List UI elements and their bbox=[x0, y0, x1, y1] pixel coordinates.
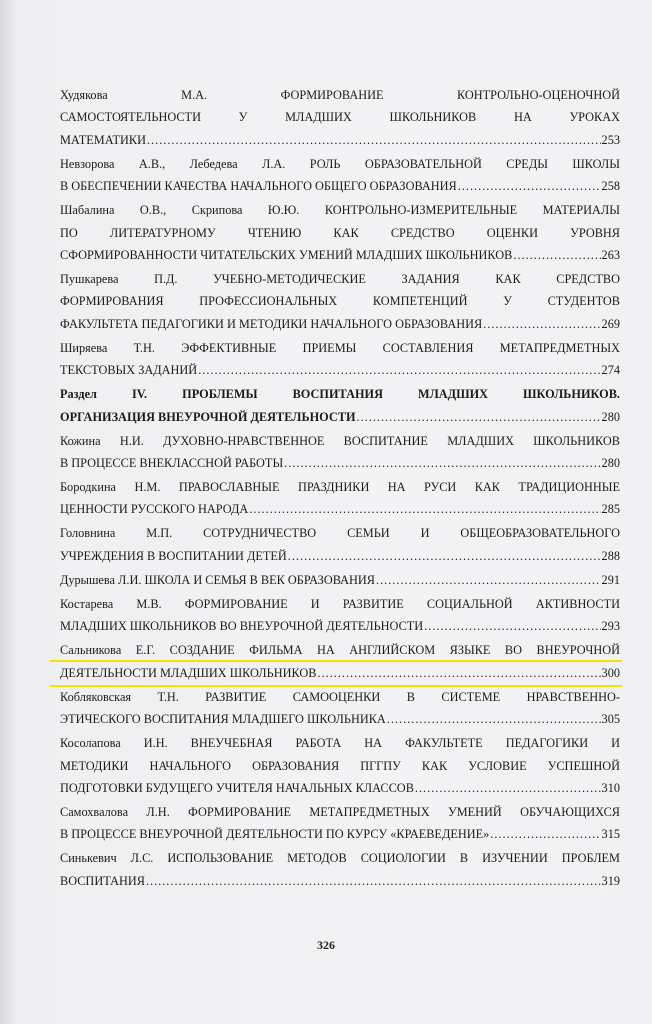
toc-entry bbox=[60, 476, 620, 521]
toc-entry-text: МЛАДШИХ ШКОЛЬНИКОВ ВО ВНЕУРОЧНОЙ ДЕЯТЕЛЬНОСТИ bbox=[60, 619, 424, 634]
toc-section-heading bbox=[60, 383, 620, 428]
toc-entry-text: Дурышева Л.И. ШКОЛА И СЕМЬЯ В ВЕК ОБРАЗОВАНИЯ bbox=[60, 572, 375, 587]
toc-entry-text: УЧРЕЖДЕНИЯ В ВОСПИТАНИИ ДЕТЕЙ bbox=[60, 548, 287, 563]
toc-page-number: 319 bbox=[601, 873, 620, 888]
dot-leader bbox=[513, 244, 600, 266]
toc-entry-last-line bbox=[60, 545, 620, 567]
toc-entry bbox=[60, 593, 620, 638]
toc-page-number: 269 bbox=[601, 316, 620, 331]
highlight-underline bbox=[50, 660, 622, 662]
dot-leader bbox=[458, 175, 601, 197]
toc-entry-line: Головнина М.П. СОТРУДНИЧЕСТВО СЕМЬИ И ОБЩЕОБРАЗОВАТЕЛЬНОГО bbox=[60, 526, 620, 541]
dot-leader bbox=[284, 452, 600, 474]
highlight-underline bbox=[50, 685, 622, 687]
toc-entry-line: Шабалина О.В., Скрипова Ю.Ю. КОНТРОЛЬНО-ИЗМЕРИТЕЛЬНЫЕ МАТЕРИАЛЫ bbox=[60, 203, 620, 218]
dot-leader bbox=[376, 569, 601, 591]
toc-entry-last-line bbox=[60, 777, 620, 799]
toc-entry-text: В ПРОЦЕССЕ ВНЕУРОЧНОЙ ДЕЯТЕЛЬНОСТИ ПО КУРСУ «КРАЕВЕДЕНИЕ» bbox=[60, 827, 490, 842]
toc-page-number: 280 bbox=[601, 409, 620, 424]
toc-entry-line: МЕТОДИКИ НАЧАЛЬНОГО ОБРАЗОВАНИЯ ПГГПУ КАК УСЛОВИЕ УСПЕШНОЙ bbox=[60, 758, 620, 773]
toc-page-number: 285 bbox=[601, 502, 620, 517]
toc-entry bbox=[60, 732, 620, 799]
toc-page-number: 291 bbox=[601, 572, 620, 587]
toc-entry-line: Сальникова Е.Г. СОЗДАНИЕ ФИЛЬМА НА АНГЛИЙСКОМ ЯЗЫКЕ ВО ВНЕУРОЧНОЙ bbox=[60, 643, 620, 658]
toc-page-number: 288 bbox=[601, 548, 620, 563]
toc-page-number: 310 bbox=[601, 780, 620, 795]
toc-entry-last-line bbox=[60, 452, 620, 474]
toc-entry-last-line bbox=[60, 569, 620, 591]
dot-leader bbox=[387, 708, 601, 730]
dot-leader bbox=[249, 498, 600, 520]
toc-page-number: 253 bbox=[601, 132, 620, 147]
toc-entry bbox=[60, 569, 620, 591]
toc-entry-text: В ПРОЦЕССЕ ВНЕКЛАССНОЙ РАБОТЫ bbox=[60, 456, 284, 471]
toc-entry bbox=[60, 84, 620, 151]
toc-entry-line: Косолапова И.Н. ВНЕУЧЕБНАЯ РАБОТА НА ФАКУЛЬТЕТЕ ПЕДАГОГИКИ И bbox=[60, 736, 620, 751]
toc-entry-line: Кожина Н.И. ДУХОВНО-НРАВСТВЕННОЕ ВОСПИТАНИЕ МЛАДШИХ ШКОЛЬНИКОВ bbox=[60, 433, 620, 448]
toc-entry-last-line bbox=[60, 708, 620, 730]
toc-entry-last-line bbox=[60, 359, 620, 381]
toc-page-number: 305 bbox=[601, 712, 620, 727]
toc-entry-last-line bbox=[60, 129, 620, 151]
toc-entry bbox=[60, 153, 620, 198]
dot-leader bbox=[198, 359, 600, 381]
toc-entry-last-line bbox=[60, 313, 620, 335]
toc-entry-text: ОРГАНИЗАЦИЯ ВНЕУРОЧНОЙ ДЕЯТЕЛЬНОСТИ bbox=[60, 409, 356, 424]
toc-entry-line: Кобляковская Т.Н. РАЗВИТИЕ САМООЦЕНКИ В СИСТЕМЕ НРАВСТВЕННО- bbox=[60, 689, 620, 704]
dot-leader bbox=[288, 545, 601, 567]
toc-page-number: 300 bbox=[601, 665, 620, 680]
toc-entry bbox=[60, 430, 620, 475]
toc-entry-line: Самохвалова Л.Н. ФОРМИРОВАНИЕ МЕТАПРЕДМЕТНЫХ УМЕНИЙ ОБУЧАЮЩИХСЯ bbox=[60, 804, 620, 819]
toc-entry-line: Бородкина Н.М. ПРАВОСЛАВНЫЕ ПРАЗДНИКИ НА РУСИ КАК ТРАДИЦИОННЫЕ bbox=[60, 480, 620, 495]
toc-entry-text: ВОСПИТАНИЯ bbox=[60, 873, 145, 888]
toc-entry bbox=[60, 639, 620, 684]
toc-entry-last-line bbox=[60, 823, 620, 845]
dot-leader bbox=[415, 777, 601, 799]
toc-entry bbox=[60, 337, 620, 382]
toc-entry bbox=[60, 801, 620, 846]
toc-entry-last-line bbox=[60, 175, 620, 197]
dot-leader bbox=[147, 129, 601, 151]
toc-entry-line: Невзорова А.В., Лебедева Л.А. РОЛЬ ОБРАЗОВАТЕЛЬНОЙ СРЕДЫ ШКОЛЫ bbox=[60, 156, 620, 171]
toc-entry-text: ЭТИЧЕСКОГО ВОСПИТАНИЯ МЛАДШЕГО ШКОЛЬНИКА bbox=[60, 712, 386, 727]
dot-leader bbox=[317, 662, 600, 684]
toc-page-number: 258 bbox=[601, 179, 620, 194]
toc-entry bbox=[60, 199, 620, 266]
toc-page-number: 280 bbox=[601, 456, 620, 471]
toc-entry-line: ФОРМИРОВАНИЯ ПРОФЕССИОНАЛЬНЫХ КОМПЕТЕНЦИЙ У СТУДЕНТОВ bbox=[60, 294, 620, 309]
toc-page-number: 293 bbox=[601, 619, 620, 634]
toc-entry-line: САМОСТОЯТЕЛЬНОСТИ У МЛАДШИХ ШКОЛЬНИКОВ НА УРОКАХ bbox=[60, 110, 620, 125]
toc-entry-last-line bbox=[60, 406, 620, 428]
toc-entry-line: Костарева М.В. ФОРМИРОВАНИЕ И РАЗВИТИЕ СОЦИАЛЬНОЙ АКТИВНОСТИ bbox=[60, 596, 620, 611]
toc-entry-text: ФАКУЛЬТЕТА ПЕДАГОГИКИ И МЕТОДИКИ НАЧАЛЬНОГО ОБРАЗОВАНИЯ bbox=[60, 316, 483, 331]
toc-entry bbox=[60, 686, 620, 731]
toc-entry bbox=[60, 847, 620, 892]
toc-entry-text: ПОДГОТОВКИ БУДУЩЕГО УЧИТЕЛЯ НАЧАЛЬНЫХ КЛАССОВ bbox=[60, 780, 414, 795]
toc-entry bbox=[60, 268, 620, 335]
dot-leader bbox=[146, 870, 601, 892]
toc-entry-last-line bbox=[60, 498, 620, 520]
toc-entry-line: Синькевич Л.С. ИСПОЛЬЗОВАНИЕ МЕТОДОВ СОЦИОЛОГИИ В ИЗУЧЕНИИ ПРОБЛЕМ bbox=[60, 851, 620, 866]
toc-entry-line: ПО ЛИТЕРАТУРНОМУ ЧТЕНИЮ КАК СРЕДСТВО ОЦЕНКИ УРОВНЯ bbox=[60, 225, 620, 240]
dot-leader bbox=[483, 313, 600, 335]
toc-page-number: 274 bbox=[601, 363, 620, 378]
toc-entry-text: В ОБЕСПЕЧЕНИИ КАЧЕСТВА НАЧАЛЬНОГО ОБЩЕГО ОБРАЗОВАНИЯ bbox=[60, 179, 457, 194]
dot-leader bbox=[357, 406, 601, 428]
toc-page-number: 315 bbox=[601, 827, 620, 842]
toc-entry-text: ТЕКСТОВЫХ ЗАДАНИЙ bbox=[60, 363, 198, 378]
toc-entry-text: ДЕЯТЕЛЬНОСТИ МЛАДШИХ ШКОЛЬНИКОВ bbox=[60, 665, 317, 680]
toc-entry-line: Раздел IV. ПРОБЛЕМЫ ВОСПИТАНИЯ МЛАДШИХ ШКОЛЬНИКОВ. bbox=[60, 387, 620, 402]
toc-entry-text: МАТЕМАТИКИ bbox=[60, 132, 146, 147]
toc-entry-last-line bbox=[60, 244, 620, 266]
toc-entry-line: Худякова М.А. ФОРМИРОВАНИЕ КОНТРОЛЬНО-ОЦЕНОЧНОЙ bbox=[60, 88, 620, 102]
dot-leader bbox=[490, 823, 600, 845]
table-of-contents bbox=[60, 84, 620, 894]
page-number: 326 bbox=[317, 938, 335, 952]
dot-leader bbox=[424, 615, 600, 637]
toc-entry-last-line bbox=[60, 662, 620, 684]
toc-page-number: 263 bbox=[601, 248, 620, 263]
toc-entry-text: СФОРМИРОВАННОСТИ ЧИТАТЕЛЬСКИХ УМЕНИЙ МЛАДШИХ ШКОЛЬНИКОВ bbox=[60, 248, 513, 263]
toc-entry bbox=[60, 522, 620, 567]
toc-entry-last-line bbox=[60, 615, 620, 637]
toc-entry-line: Ширяева Т.Н. ЭФФЕКТИВНЫЕ ПРИЕМЫ СОСТАВЛЕНИЯ МЕТАПРЕДМЕТНЫХ bbox=[60, 340, 620, 355]
toc-entry-text: ЦЕННОСТИ РУССКОГО НАРОДА bbox=[60, 502, 249, 517]
toc-entry-last-line bbox=[60, 870, 620, 892]
toc-entry-line: Пушкарева П.Д. УЧЕБНО-МЕТОДИЧЕСКИЕ ЗАДАНИЯ КАК СРЕДСТВО bbox=[60, 272, 620, 287]
